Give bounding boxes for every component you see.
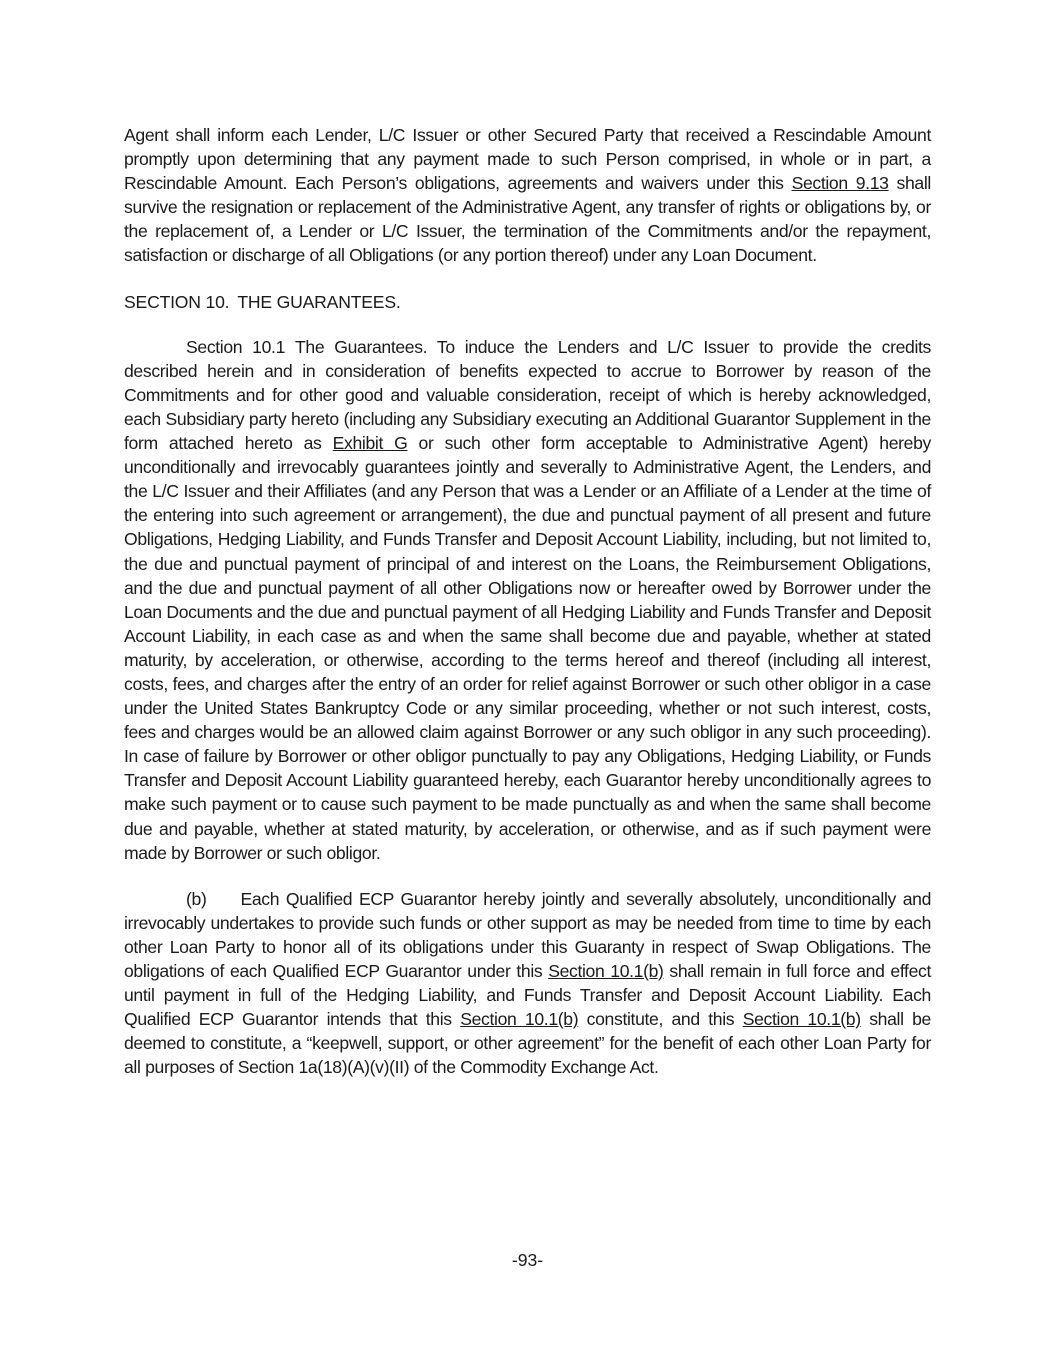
paragraph-text: constitute, and this (578, 1009, 743, 1030)
section-reference: Section 10.1(b) (548, 961, 664, 981)
document-page (124, 123, 931, 1079)
paragraph-text: Each Qualified ECP Guarantor hereby jointly and severally absolutely, unconditionally and irrevocably undertakes to provide such funds or other support as may be needed from time to time by each other Loan Party to honor all of its obligations under this Guaranty in respect of Swap Obligations. The obligations of each Qualified ECP Guarantor under this (124, 888, 931, 981)
paragraph-text: shall be deemed to constitute, a “keepwell, support, or other agreement” for the benefit of each other Loan Party for all purposes of Section 1a(18)(A)(v)(II) of the Commodity Exchange Act. (124, 1009, 931, 1078)
subsection-b-paragraph (124, 887, 931, 1080)
subsection-label: (b) (186, 888, 207, 909)
section-10-1-paragraph (124, 335, 931, 865)
paragraph-text: shall survive the resignation or replacement of the Administrative Agent, any transfer of rights or obligations by, or the replacement of, a Lender or L/C Issuer, the termination of the Commitments and/or the repayment, satisfaction or discharge of all Obligations (or any portion thereof) under any Loan Document. (124, 173, 931, 266)
section-reference: Section 10.1(b) (460, 1009, 579, 1030)
section-heading (124, 290, 931, 314)
paragraph-text: To induce the Lenders and L/C Issuer to provide the credits described herein and in consideration of benefits expected to accrue to Borrower by reason of the Commitments and for other good and valuable consideration, receipt of which is hereby acknowledged, each Subsidiary party hereto (including any Subsidiary executing an Additional Guarantor Supplement in the form attached hereto as (124, 336, 931, 454)
paragraph-text: shall remain in full force and effect until payment in full of the Hedging Liability, and Funds Transfer and Deposit Account Liability. Each Qualified ECP Guarantor intends that this (124, 961, 932, 1030)
section-title: The Guarantees. (295, 336, 428, 357)
section-label: Section 10.1 (186, 336, 286, 357)
section-number: SECTION 10. (124, 291, 230, 312)
section-reference: Section 10.1(b) (742, 1009, 861, 1030)
section-title: THE GUARANTEES. (237, 291, 401, 312)
page-number: -93- (511, 1250, 544, 1270)
section-reference: Section 9.13 (791, 173, 889, 194)
continuation-paragraph (124, 123, 931, 268)
exhibit-reference: Exhibit G (332, 433, 408, 454)
paragraph-text: or such other form acceptable to Administrative Agent) hereby unconditionally and irrevocably guarantees jointly and severally to Administrative Agent, the Lenders, and the L/C Issuer and their Affiliates (and any Person that was a Lender or an Affiliate of a Lender at the time of the entering into such agreement or arrangement), the due and punctual payment of all present and future Obligations, Hedging Liability, and Funds Transfer and Deposit Account Liability, including, but not limited to, the due and punctual payment of principal of and interest on the Loans, the Reimbursement Obligations, and the due and punctual payment of all other Obligations now or hereafter owed by Borrower under the Loan Documents and the due and punctual payment of all Hedging Liability and Funds Transfer and Deposit Account Liability, in each case as and when the same shall become due and payable, whether at stated maturity, by acceleration, or otherwise, according to the terms hereof and thereof (including all interest, costs, fees, and charges after the entry of an order for relief against Borrower or such other obligor in a case under the United States Bankruptcy Code or any similar proceeding, whether or not such interest, costs, fees and charges would be an allowed claim against Borrower or any such obligor in any such proceeding). In case of failure by Borrower or other obligor punctually to pay any Obligations, Hedging Liability, or Funds Transfer and Deposit Account Liability guaranteed hereby, each Guarantor hereby unconditionally agrees to make such payment or to cause such payment to be made punctually as and when the same shall become due and payable, whether at stated maturity, by acceleration, or otherwise, and as if such payment were made by Borrower or such obligor. (124, 433, 931, 863)
paragraph-text: Agent shall inform each Lender, L/C Issuer or other Secured Party that received a Rescindable Amount promptly upon determining that any payment made to such Person comprised, in whole or in part, a Rescindable Amount. Each Person’s obligations, agreements and waivers under this (124, 125, 931, 194)
